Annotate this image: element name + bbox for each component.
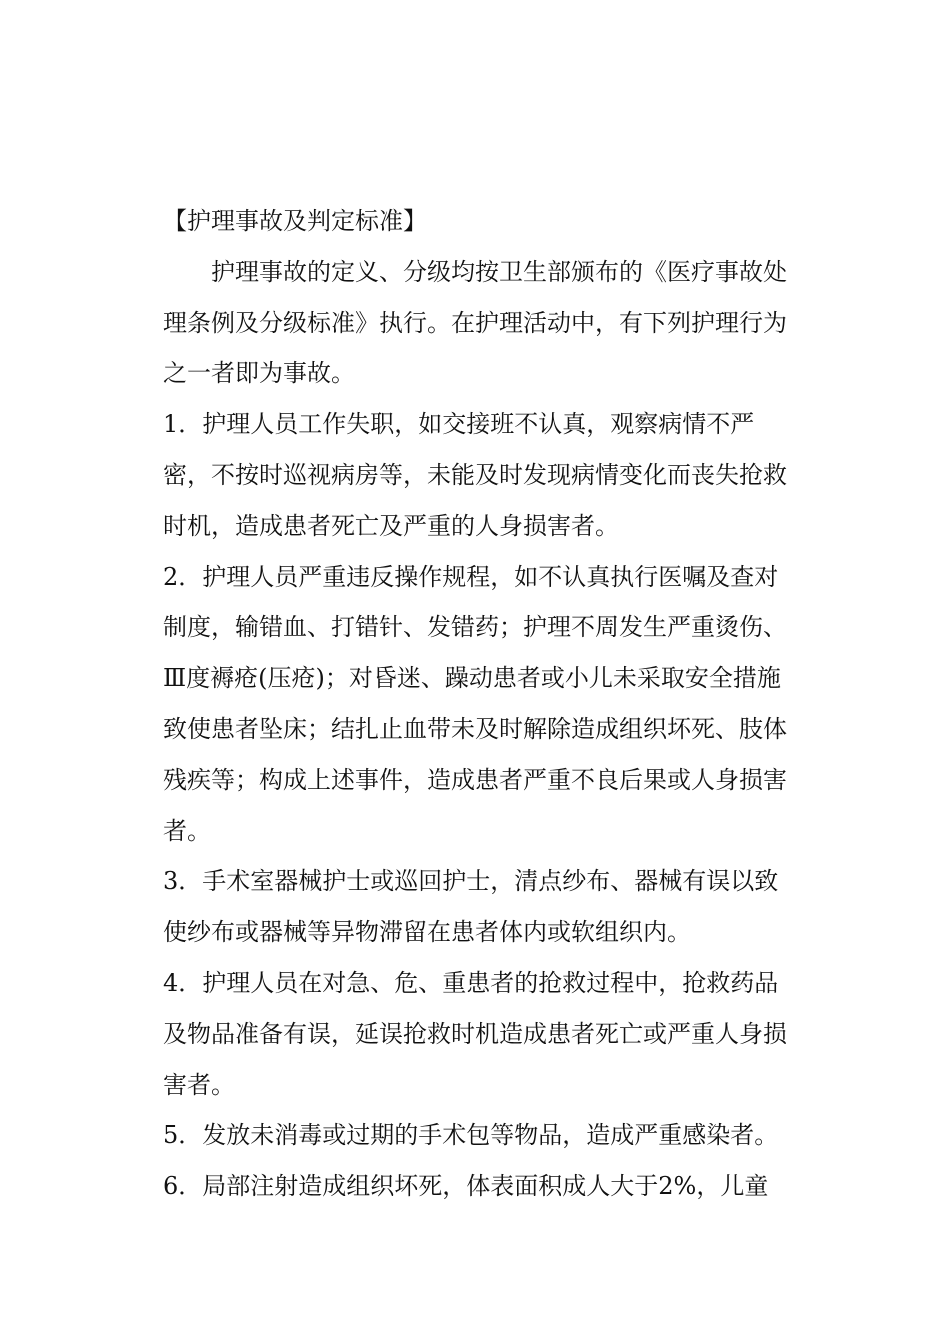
section-heading: 【护理事故及判定标准】	[163, 207, 427, 235]
list-item-2: 2．护理人员严重违反操作规程，如不认真执行医嘱及查对制度，输错血、打错针、发错药；护理不周发生严重烫伤、Ⅲ度褥疮(压疮)；对昏迷、躁动患者或小儿未采取安全措施致使患者坠床；结扎止血带未及时解除造成组织坏死、肢体残疾等；构成上述事件，造成患者严重不良后果或人身损害者。	[163, 562, 787, 845]
list-item-1: 1．护理人员工作失职，如交接班不认真，观察病情不严密，不按时巡视病房等，未能及时发现病情变化而丧失抢救时机，造成患者死亡及严重的人身损害者。	[163, 410, 787, 540]
list-item-4: 4．护理人员在对急、危、重患者的抢救过程中，抢救药品及物品准备有误，延误抢救时机造成患者死亡或严重人身损害者。	[163, 968, 787, 1099]
intro-paragraph: 护理事故的定义、分级均按卫生部颁布的《医疗事故处理条例及分级标准》执行。在护理活动中，有下列护理行为之一者即为事故。	[163, 257, 787, 388]
list-item-3: 3．手术室器械护士或巡回护士，清点纱布、器械有误以致使纱布或器械等异物滞留在患者体内或软组织内。	[163, 867, 779, 947]
list-item-5: 5．发放未消毒或过期的手术包等物品，造成严重感染者。	[163, 1121, 779, 1150]
list-item-6: 6．局部注射造成组织坏死，体表面积成人大于2%，儿童	[163, 1172, 769, 1201]
document-page	[163, 196, 793, 1212]
